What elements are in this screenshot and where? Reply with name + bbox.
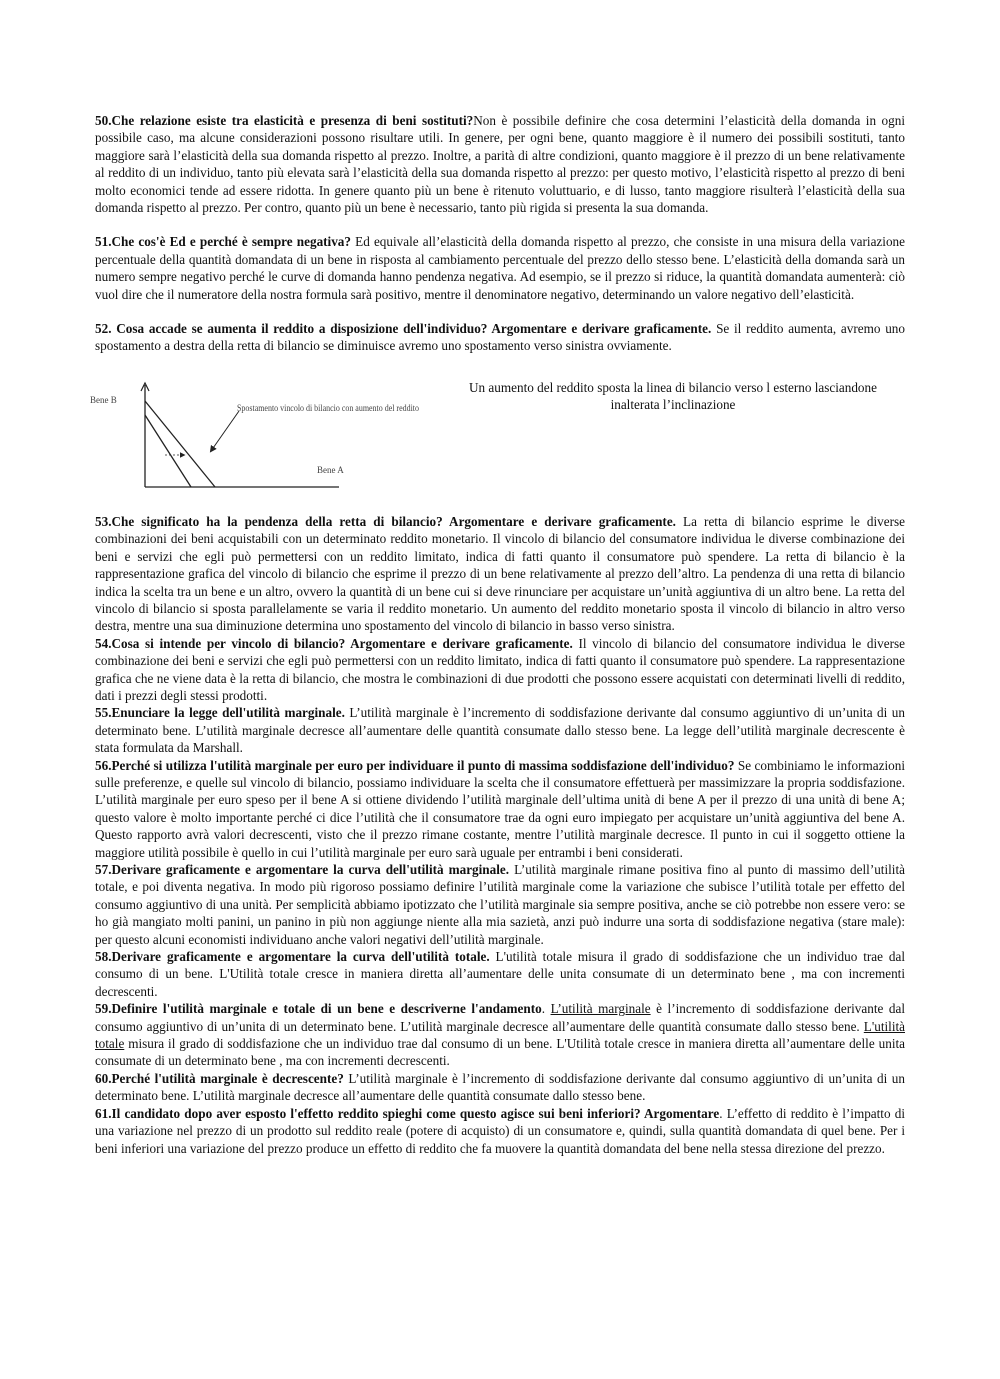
question-q55: 55.Enunciare la legge dell'utilità marginale. — [95, 705, 345, 721]
question-q61: 61.Il candidato dopo aver esposto l'effetto reddito spieghi come questo agisce sui beni inferiori? Argomentare — [95, 1105, 720, 1121]
shift-annotation: Spostamento vincolo di bilancio con aumento del reddito — [237, 402, 420, 413]
answer-q51: Ed equivale all’elasticità della domanda rispetto al prezzo, che consiste in una misura della variazione percentuale della quantità domandata di un bene in risposta al cambiamento percentuale del prezzo dello stesso bene. L’elasticità della domanda sarà un numero sempre negativo perché le curve di domanda hanno pendenza negativa. Ad esempio, se il prezzo si riduce, la quantità domandata aumenterà: ciò vuol dire che il numeratore della nostra formula sarà positivo, mentre il denominatore negativo, determinando un valore negativo dell’elasticità. — [95, 234, 905, 302]
question-q57: 57.Derivare graficamente e argomentare la curva dell'utilità marginale. — [95, 862, 510, 877]
answer-q54: Il vincolo di bilancio del consumatore individua le diverse combinazione dei beni e servizi che egli può permettersi con un reddito limitato, indica di fatti quanto il consumatore può spendere. La rappresentazione grafica che ne viene data è la retta di bilancio, che mostra le combinazioni di due prodotti che possono essere acquistati con determinati livelli di reddito, dati i prezzi degli stessi prodotti. — [95, 635, 905, 703]
question-q53: 53.Che significato ha la pendenza della retta di bilancio? Argomentare e derivare graficamente. — [95, 513, 676, 529]
question-q56: 56.Perché si utilizza l'utilità marginale per euro per individuare il punto di massima soddisfazione dell'individuo? — [95, 757, 735, 773]
answer-q59-part2: è l’incremento di soddisfazione derivante dal consumo aggiuntivo di un’unita di un determinato bene. L’utilità marginale decresce all’aumentare delle quantità consumate dallo stesso bene. — [95, 1001, 906, 1034]
question-q58: 58.Derivare graficamente e argomentare la curva dell'utilità totale. — [95, 949, 490, 965]
paragraph-q57 — [95, 861, 905, 948]
question-q54: 54.Cosa si intende per vincolo di bilancio? Argomentare e derivare graficamente. — [95, 635, 573, 651]
answer-q53: La retta di bilancio esprime le diverse combinazioni dei beni acquistabili con un determinato reddito monetario. Il vincolo di bilancio del consumatore individua le diverse combinazione dei beni e servizi che egli può permettersi con un reddito limitato, indica di fatti quanto il consumatore può spendere. La retta di bilancio è la rappresentazione grafica del vincolo di bilancio che esprime il prezzo di un bene relativamente al prezzo dell’altro. La pendenza di una retta di bilancio indica la scelta tra un bene e un altro, ovvero la quantità di un bene cui si deve rinunciare per acquistare un’unità aggiuntiva di un altro bene. La retta del vincolo di bilancio si sposta parallelamente se varia il reddito monetario. Un aumento del reddito monetario sposta il vincolo di bilancio in altro verso destra, mentre una sua diminuzione determina uno spostamento del vincolo di bilancio in basso verso sinistra. — [95, 513, 905, 634]
x-axis-label: Bene A — [317, 464, 344, 475]
answer-q50: Non è possibile definire che cosa determini l’elasticità della domanda in ogni possibile caso, ma alcune considerazioni possono risultare utili. In genere, per ogni bene, quanto maggiore è il numero dei possibili sostituti, tanto maggiore sarà l’elasticità della sua domanda rispetto al prezzo. Inoltre, a parità di altre condizioni, quanto maggiore è il prezzo di un bene relativamente al reddito di un individuo, tanto più elevata sarà l’elasticità della sua domanda rispetto al prezzo: per questo motivo, l’elasticità rispetto al prezzo di beni molto economici tende ad essere ridotta. In genere quanto più un bene è ritenuto voluttuario, e di lusso, tanto maggiore risulterà l’elasticità della sua domanda rispetto al prezzo. Per contro, quanto più un bene è necessario, tanto più rigida si presenta la sua domanda. — [95, 113, 905, 216]
budget-line-diagram — [87, 377, 427, 505]
answer-q56: Se combiniamo le informazioni sulle preferenze, e quelle sul vincolo di bilancio, possiamo individuare la scelta che il consumatore effettuerà per massimizzare la propria soddisfazione. L’utilità marginale per euro speso per il bene A si ottiene dividendo l’utilità marginale dell’ultima unità di bene A per il prezzo di una unità di bene A; questo valore è molto importante perché ci dice l’utilità che il consumatore trae da ogni euro impiegato per acquistare un’unità aggiuntiva del bene A. Questo rapporto avrà valori decrescenti, visto che il prezzo rimane costante, mentre l’utilità marginale decresce. Il punto in cui il soggetto ottiene la maggiore utilità possibile è quello in cui l’utilità marginale per euro sarà uguale per entrambi i beni considerati. — [95, 757, 905, 860]
paragraph-q58 — [95, 948, 905, 1000]
question-q59: 59.Definire l'utilità marginale e totale di un bene e descriverne l'andamento — [95, 1001, 542, 1017]
term-total-utility: L'utilità totale — [95, 1018, 905, 1052]
paragraph-q51 — [95, 233, 905, 303]
paragraph-q61 — [95, 1105, 905, 1157]
paragraph-q60 — [95, 1070, 905, 1105]
paragraph-q50 — [95, 112, 905, 216]
paragraph-q53 — [95, 513, 905, 635]
answer-q57: L’utilità marginale rimane positiva fino al punto di massimo dell’utilità totale, e poi diventa negativa. In modo più rigoroso possiamo definire l’utilità marginale come la variazione che subisce l’utilità totale per effetto del consumo aggiuntivo di una unità. Per semplicità abbiamo ipotizzato che l’utilità marginale sia sempre positiva, anche se ciò potrebbe non essere vero: se ho già mangiato molti panini, un panino in più non aggiunge niente alla mia sazietà, anzi può indurre una sorta di soddisfazione negativa (stare male): per questo alcuni economisti individuano anche valori negativi dell’utilità marginale. — [95, 862, 905, 947]
paragraph-q59 — [95, 1000, 905, 1070]
original-budget-line — [145, 415, 191, 487]
answer-q55: L’utilità marginale è l’incremento di soddisfazione derivante dal consumo aggiuntivo di un’unita di un determinato bene. L’utilità marginale decresce all’aumentare delle quantità consumate dallo stesso bene. La legge dell’utilità marginale decrescente è stata formulata da Marshall. — [95, 705, 905, 756]
question-q51: 51.Che cos'è Ed e perché è sempre negativa? — [95, 234, 351, 250]
paragraph-q55 — [95, 704, 905, 756]
answer-q52: Se il reddito aumenta, avremo uno spostamento a destra della retta di bilancio se diminuisce avremo uno spostamento verso sinistra ovviamente. — [95, 321, 905, 354]
paragraph-q54 — [95, 635, 905, 705]
shifted-budget-line — [145, 401, 215, 487]
answer-q59-part3: misura il grado di soddisfazione che un individuo trae dal consumo di un bene. L'Utilità totale cresce in maniera diretta all’aumentare delle unita consumate di un determinato bene , ma con incrementi decrescenti. — [95, 1036, 905, 1069]
paragraph-q52 — [95, 320, 905, 355]
y-axis-label: Bene B — [90, 394, 117, 405]
answer-q59-part1: . — [541, 1001, 551, 1017]
document-page — [90, 112, 906, 1157]
budget-line-figure — [90, 377, 905, 505]
answer-q60: L’utilità marginale è l’incremento di soddisfazione derivante dal consumo aggiuntivo di un’unita di un determinato bene. L’utilità marginale decresce all’aumentare delle quantità consumate dallo stesso bene. — [95, 1070, 905, 1104]
question-q50: 50.Che relazione esiste tra elasticità e presenza di beni sostituti? — [95, 113, 474, 128]
question-q60: 60.Perché l'utilità marginale è decrescente? — [95, 1070, 344, 1086]
term-marginal-utility: L’utilità marginale — [550, 1001, 651, 1017]
annotation-pointer-icon — [211, 411, 239, 451]
question-q52: 52. Cosa accade se aumenta il reddito a disposizione dell'individuo? Argomentare e derivare graficamente. — [95, 321, 712, 337]
answer-q58: L'utilità totale misura il grado di soddisfazione che un individuo trae dal consumo di un bene. L'Utilità totale cresce in maniera diretta all’aumentare delle unita consumate di un determinato bene , ma con incrementi decrescenti. — [95, 949, 905, 999]
paragraph-q56 — [95, 757, 905, 861]
answer-q61: . L’effetto di reddito è l’impatto di una variazione nel prezzo di un prodotto sul reddito reale (potere di acquisto) di un consumatore e, quindi, sulla quantità domandata di quel bene. Per i beni inferiori una variazione del prezzo produce un effetto di reddito che fa muovere la quantità domandata del bene nella stessa direzione del prezzo. — [95, 1105, 905, 1156]
figure-caption: Un aumento del reddito sposta la linea di bilancio verso l esterno lasciandone inalterata l’inclinazione — [469, 379, 877, 413]
